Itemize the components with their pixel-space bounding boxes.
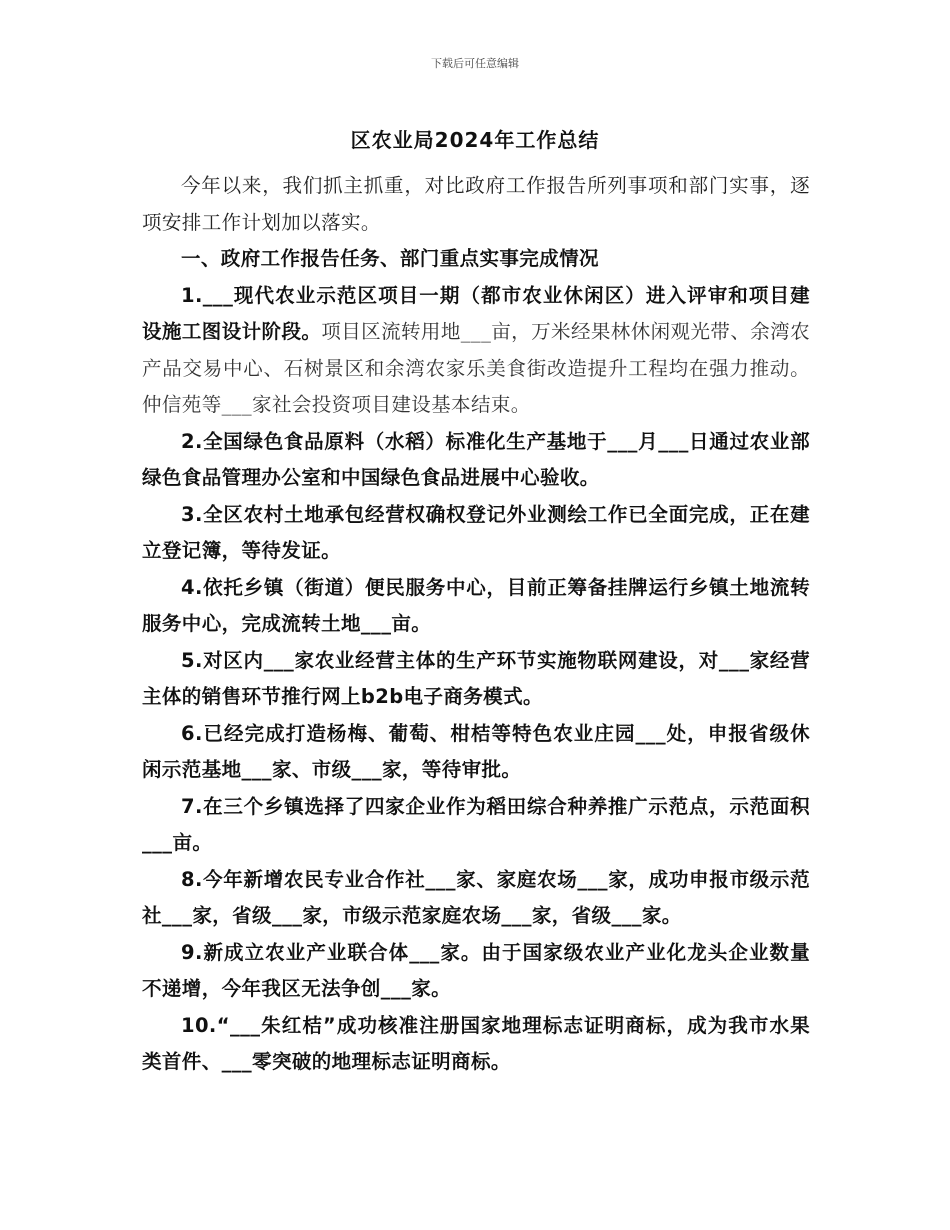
item-text: 4.依托乡镇（街道）便民服务中心，目前正筹备挂牌运行乡镇土地流转服务中心，完成流转土地___亩。 xyxy=(142,575,810,635)
item-text: 7.在三个乡镇选择了四家企业作为稻田综合种养推广示范点，示范面积___亩。 xyxy=(142,794,810,854)
item-text: 1.___现代农业示范区项目一期（都市农业休闲区）进入评审和项目建设施工图设计阶段。 xyxy=(142,283,810,343)
list-item xyxy=(142,643,810,716)
section-heading: 一、政府工作报告任务、部门重点实事完成情况 xyxy=(181,247,599,270)
document-title: 区农业局2024年工作总结 xyxy=(350,128,600,152)
item-text: 9.新成立农业产业联合体___家。由于国家级农业产业化龙头企业数量不递增，今年我区无法争创___家。 xyxy=(142,940,810,1000)
document-body xyxy=(142,168,810,1081)
header-note: 下载后可任意编辑 xyxy=(431,57,519,70)
list-item xyxy=(142,497,810,570)
item-text-light: 项目区流转用地___亩，万米经果林休闲观光带、余湾农产品交易中心、石树景区和余湾农家乐美食街改造提升工程均在强力推动。仲信苑等___家社会投资项目建设基本结束。 xyxy=(142,320,810,416)
intro-paragraph: 今年以来，我们抓主抓重，对比政府工作报告所列事项和部门实事，逐项安排工作计划加以落实。 xyxy=(142,174,810,234)
item-text: 2.全国绿色食品原料（水稻）标准化生产基地于___月___日通过农业部绿色食品管理办公室和中国绿色食品进展中心验收。 xyxy=(142,429,810,489)
item-text: 8.今年新增农民专业合作社___家、家庭农场___家，成功申报市级示范社___家，省级___家，市级示范家庭农场___家，省级___家。 xyxy=(142,867,810,927)
list-item xyxy=(142,862,810,935)
list-item xyxy=(142,935,810,1008)
list-item xyxy=(142,789,810,862)
list-item xyxy=(142,570,810,643)
item-text: 10.“___朱红桔”成功核准注册国家地理标志证明商标，成为我市水果类首件、___零突破的地理标志证明商标。 xyxy=(142,1013,810,1073)
item-text: 3.全区农村土地承包经营权确权登记外业测绘工作已全面完成，正在建立登记簿，等待发证。 xyxy=(142,502,810,562)
list-item xyxy=(142,278,810,424)
list-item xyxy=(142,716,810,789)
list-item xyxy=(142,1008,810,1081)
item-text: 5.对区内___家农业经营主体的生产环节实施物联网建设，对___家经营主体的销售环节推行网上b2b电子商务模式。 xyxy=(142,648,810,708)
list-item xyxy=(142,424,810,497)
item-text: 6.已经完成打造杨梅、葡萄、柑桔等特色农业庄园___处，申报省级休闲示范基地___家、市级___家，等待审批。 xyxy=(142,721,810,781)
